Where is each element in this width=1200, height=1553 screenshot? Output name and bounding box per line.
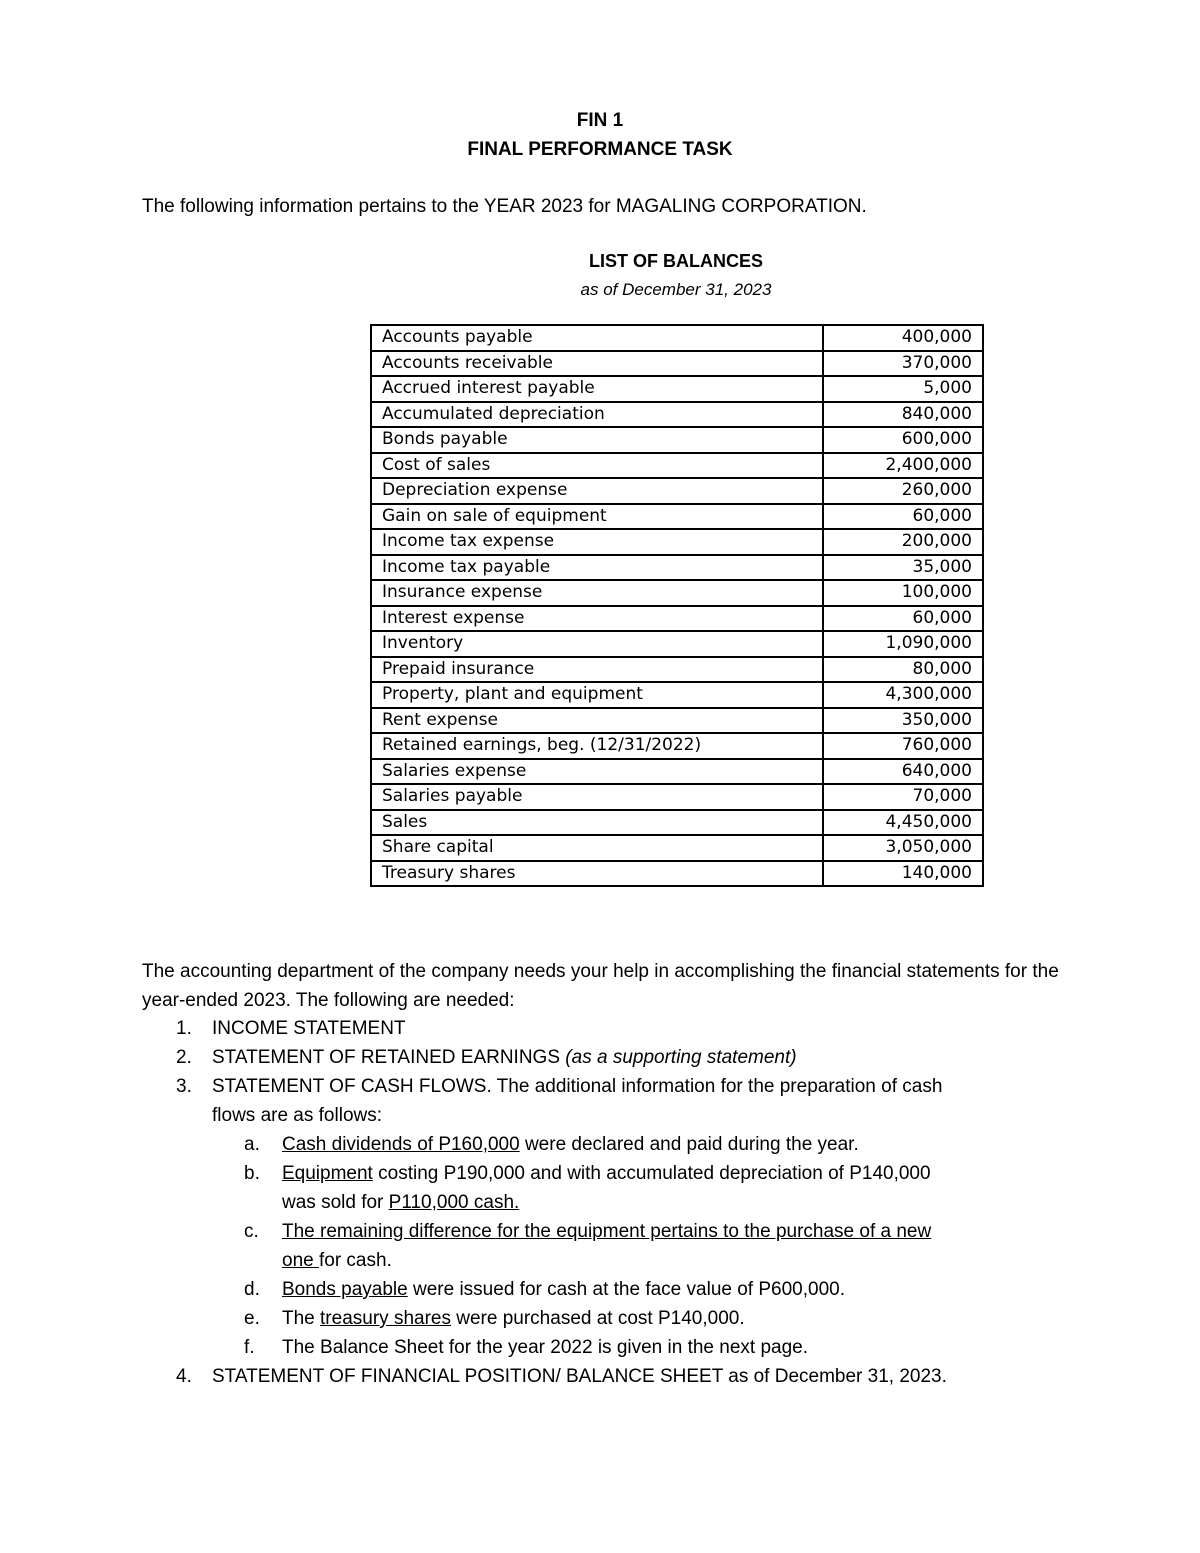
account-name: Share capital <box>371 835 823 861</box>
cash-flow-item-d <box>244 1275 1062 1304</box>
account-amount: 5,000 <box>823 376 983 402</box>
account-name: Inventory <box>371 631 823 657</box>
account-amount: 370,000 <box>823 351 983 377</box>
account-name: Cost of sales <box>371 453 823 479</box>
table-row <box>371 529 983 555</box>
item-text: were declared and paid during the year. <box>519 1134 859 1155</box>
item-underlined-line2: one <box>282 1250 319 1271</box>
item-underlined: The remaining difference for the equipment pertains to the purchase of a new <box>282 1221 932 1242</box>
account-amount: 80,000 <box>823 657 983 683</box>
requirement-number: 4. <box>176 1366 192 1387</box>
account-amount: 200,000 <box>823 529 983 555</box>
table-row <box>371 759 983 785</box>
account-amount: 60,000 <box>823 606 983 632</box>
account-name: Depreciation expense <box>371 478 823 504</box>
account-amount: 3,050,000 <box>823 835 983 861</box>
requirement-2 <box>176 1043 797 1072</box>
account-name: Treasury shares <box>371 861 823 887</box>
item-letter: f. <box>244 1337 255 1358</box>
requirement-note: (as a supporting statement) <box>565 1047 797 1068</box>
account-name: Income tax expense <box>371 529 823 555</box>
table-row <box>371 478 983 504</box>
item-letter: d. <box>244 1279 260 1300</box>
table-row <box>371 784 983 810</box>
course-title: FIN 1 <box>576 110 624 131</box>
account-amount: 100,000 <box>823 580 983 606</box>
requirement-text: INCOME STATEMENT <box>212 1018 406 1039</box>
table-row <box>371 376 983 402</box>
table-row <box>371 606 983 632</box>
requirement-number: 2. <box>176 1047 192 1068</box>
table-row <box>371 631 983 657</box>
table-row <box>371 427 983 453</box>
account-name: Gain on sale of equipment <box>371 504 823 530</box>
requirement-1 <box>176 1014 406 1043</box>
intro-text: The following information pertains to the YEAR 2023 for MAGALING CORPORATION. <box>142 196 867 217</box>
item-prefix: The <box>282 1308 321 1329</box>
account-amount: 35,000 <box>823 555 983 581</box>
account-amount: 840,000 <box>823 402 983 428</box>
account-name: Accrued interest payable <box>371 376 823 402</box>
account-name: Accumulated depreciation <box>371 402 823 428</box>
item-letter: a. <box>244 1134 260 1155</box>
table-row <box>371 580 983 606</box>
account-amount: 260,000 <box>823 478 983 504</box>
table-row <box>371 325 983 351</box>
account-name: Property, plant and equipment <box>371 682 823 708</box>
requirement-number: 3. <box>176 1076 192 1097</box>
table-row <box>371 861 983 887</box>
account-amount: 70,000 <box>823 784 983 810</box>
item-underlined: Cash dividends of P160,000 <box>282 1134 520 1155</box>
account-amount: 640,000 <box>823 759 983 785</box>
account-amount: 4,450,000 <box>823 810 983 836</box>
table-row <box>371 708 983 734</box>
account-amount: 60,000 <box>823 504 983 530</box>
item-text-line2: was sold for <box>282 1192 389 1213</box>
table-row <box>371 835 983 861</box>
account-amount: 2,400,000 <box>823 453 983 479</box>
account-amount: 760,000 <box>823 733 983 759</box>
cash-flow-item-c <box>244 1217 1062 1275</box>
item-text: were purchased at cost P140,000. <box>450 1308 745 1329</box>
account-amount: 140,000 <box>823 861 983 887</box>
requirement-number: 1. <box>176 1018 192 1039</box>
table-row <box>371 657 983 683</box>
requirement-3 <box>176 1072 1072 1130</box>
requirement-text: STATEMENT OF RETAINED EARNINGS <box>212 1047 566 1068</box>
table-row <box>371 810 983 836</box>
account-name: Salaries payable <box>371 784 823 810</box>
item-text: The Balance Sheet for the year 2022 is given in the next page. <box>282 1337 809 1358</box>
table-row <box>371 555 983 581</box>
requirement-text-line2: flows are as follows: <box>212 1105 383 1126</box>
account-name: Sales <box>371 810 823 836</box>
account-name: Insurance expense <box>371 580 823 606</box>
account-amount: 600,000 <box>823 427 983 453</box>
account-name: Interest expense <box>371 606 823 632</box>
item-text: costing P190,000 and with accumulated depreciation of P140,000 <box>372 1163 931 1184</box>
table-row <box>371 453 983 479</box>
cash-flow-item-e <box>244 1304 1062 1333</box>
account-name: Retained earnings, beg. (12/31/2022) <box>371 733 823 759</box>
table-row <box>371 682 983 708</box>
account-name: Income tax payable <box>371 555 823 581</box>
account-name: Rent expense <box>371 708 823 734</box>
table-row <box>371 733 983 759</box>
cash-flow-item-f <box>244 1333 1062 1362</box>
balances-table <box>370 324 984 887</box>
task-title: FINAL PERFORMANCE TASK <box>467 139 733 160</box>
list-heading: LIST OF BALANCES <box>589 251 763 271</box>
requirement-text: STATEMENT OF FINANCIAL POSITION/ BALANCE SHEET as of December 31, 2023. <box>212 1366 947 1387</box>
cash-flow-item-b <box>244 1159 1062 1217</box>
account-name: Salaries expense <box>371 759 823 785</box>
item-letter: b. <box>244 1163 260 1184</box>
item-text: were issued for cash at the face value of P600,000. <box>407 1279 845 1300</box>
table-row <box>371 402 983 428</box>
account-amount: 400,000 <box>823 325 983 351</box>
account-amount: 350,000 <box>823 708 983 734</box>
table-row <box>371 504 983 530</box>
account-name: Prepaid insurance <box>371 657 823 683</box>
account-name: Accounts payable <box>371 325 823 351</box>
account-amount: 4,300,000 <box>823 682 983 708</box>
item-underlined-line2: P110,000 cash. <box>388 1192 520 1213</box>
requirement-text-line1: STATEMENT OF CASH FLOWS. The additional information for the preparation of cash <box>212 1076 943 1097</box>
list-date: as of December 31, 2023 <box>580 280 772 299</box>
requirement-4 <box>176 1362 947 1391</box>
table-row <box>371 351 983 377</box>
account-name: Bonds payable <box>371 427 823 453</box>
instructions-paragraph: The accounting department of the company needs your help in accomplishing the financial statements for the year-ended 2023. The following are needed: <box>142 961 1059 1011</box>
account-amount: 1,090,000 <box>823 631 983 657</box>
item-text: for cash. <box>318 1250 392 1271</box>
item-letter: c. <box>244 1221 259 1242</box>
item-underlined: treasury shares <box>320 1308 451 1329</box>
item-underlined: Bonds payable <box>282 1279 408 1300</box>
account-name: Accounts receivable <box>371 351 823 377</box>
item-letter: e. <box>244 1308 260 1329</box>
cash-flow-item-a <box>244 1130 1062 1159</box>
item-underlined: Equipment <box>282 1163 373 1184</box>
